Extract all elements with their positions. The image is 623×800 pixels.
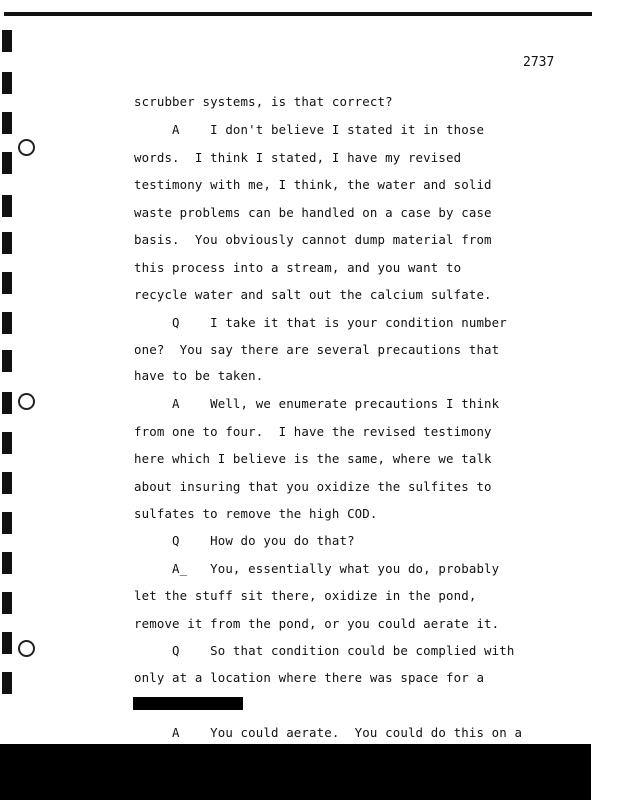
text-line: testimony with me, I think, the water and solid [134, 177, 492, 192]
text-line: Q So that condition could be complied with [134, 643, 515, 658]
binding-mark [2, 672, 12, 694]
binding-mark [2, 552, 12, 574]
text-line: let the stuff sit there, oxidize in the pond, [134, 588, 477, 603]
text-line: have to be taken. [134, 368, 264, 383]
binding-mark [2, 72, 12, 94]
redaction-bar [133, 697, 243, 710]
binding-edge [0, 20, 14, 740]
binding-mark [2, 632, 12, 654]
binding-mark [2, 512, 12, 534]
binding-mark [2, 350, 12, 372]
text-line: Q I take it that is your condition number [134, 315, 507, 330]
binding-mark [2, 472, 12, 494]
text-line: A Well, we enumerate precautions I think [134, 396, 500, 411]
text-line: this process into a stream, and you want to [134, 260, 462, 275]
text-line: A I don't believe I stated it in those [134, 122, 485, 137]
binding-mark [2, 195, 12, 217]
text-line: about insuring that you oxidize the sulfites to [134, 479, 492, 494]
text-line: recycle water and salt out the calcium sulfate. [134, 287, 492, 302]
binding-mark [2, 152, 12, 174]
text-line: from one to four. I have the revised testimony [134, 424, 492, 439]
text-line: Q How do you do that? [134, 533, 355, 548]
text-line: A_ You, essentially what you do, probably [134, 561, 500, 576]
top-border-rule [4, 12, 592, 16]
text-line: sulfates to remove the high COD. [134, 506, 378, 521]
binding-mark [2, 112, 12, 134]
punch-hole [18, 640, 35, 657]
text-line: only at a location where there was space for a [134, 670, 485, 685]
text-line: scrubber systems, is that correct? [134, 94, 393, 109]
text-line: remove it from the pond, or you could aerate it. [134, 616, 500, 631]
text-line: here which I believe is the same, where we talk [134, 451, 492, 466]
text-line: waste problems can be handled on a case by case [134, 205, 492, 220]
binding-mark [2, 392, 12, 414]
scan-bottom-band [0, 744, 591, 800]
binding-mark [2, 312, 12, 334]
punch-hole [18, 393, 35, 410]
text-line: one? You say there are several precautions that [134, 342, 500, 357]
text-line: words. I think I stated, I have my revised [134, 150, 462, 165]
binding-mark [2, 432, 12, 454]
binding-mark [2, 30, 12, 52]
binding-mark [2, 272, 12, 294]
binding-mark [2, 592, 12, 614]
text-line: A You could aerate. You could do this on a [134, 725, 523, 740]
binding-mark [2, 232, 12, 254]
text-line: basis. You obviously cannot dump material from [134, 232, 492, 247]
punch-hole [18, 139, 35, 156]
page-number: 2737 [523, 55, 555, 70]
